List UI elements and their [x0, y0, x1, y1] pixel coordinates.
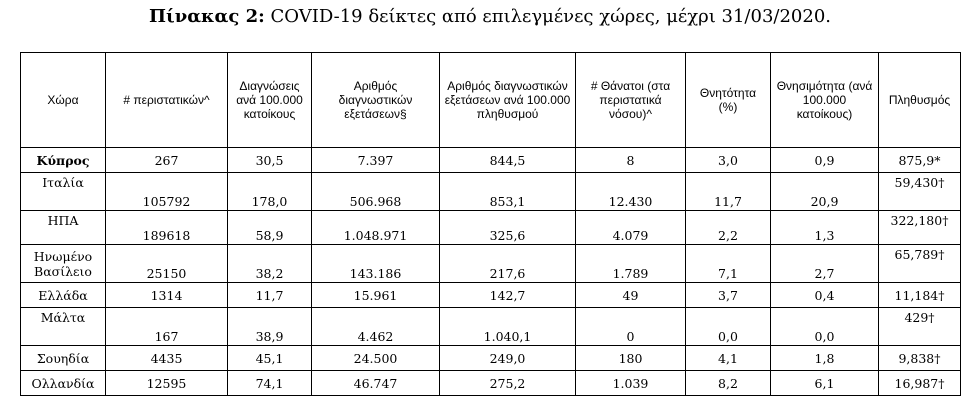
cell-tests-per100k: 844,5	[440, 148, 576, 173]
cell-mortality: 1,8	[771, 346, 879, 371]
table-caption	[0, 6, 980, 27]
cell-country: Ελλάδα	[21, 283, 106, 308]
header-mortality: Θνησιμότητα (ανά 100.000 κατοίκους)	[771, 53, 879, 148]
cell-tests: 7.397	[312, 148, 440, 173]
cell-mortality: 20,9	[771, 173, 879, 211]
cell-per100k: 11,7	[228, 283, 312, 308]
cell-mortality: 1,3	[771, 211, 879, 245]
table-row	[21, 245, 961, 283]
cell-population: 9,838†	[879, 346, 961, 371]
cell-cases: 189618	[106, 211, 228, 245]
header-tests: Αριθμός διαγνωστικών εξετάσεων§	[312, 53, 440, 148]
header-case-fatality: Θνητότητα (%)	[686, 53, 771, 148]
cell-cases: 25150	[106, 245, 228, 283]
cell-deaths: 49	[576, 283, 686, 308]
cell-per100k: 74,1	[228, 371, 312, 396]
cell-population: 11,184†	[879, 283, 961, 308]
cell-tests-per100k: 217,6	[440, 245, 576, 283]
cell-tests-per100k: 142,7	[440, 283, 576, 308]
cell-per100k: 38,9	[228, 308, 312, 346]
cell-population: 65,789†	[879, 245, 961, 283]
cell-country: Ολλανδία	[21, 371, 106, 396]
cell-cfr: 8,2	[686, 371, 771, 396]
cell-cfr: 3,0	[686, 148, 771, 173]
cell-cfr: 4,1	[686, 346, 771, 371]
caption-text: COVID-19 δείκτες από επιλεγμένες χώρες, μέχρι 31/03/2020.	[264, 6, 831, 27]
cell-deaths: 12.430	[576, 173, 686, 211]
cell-population: 16,987†	[879, 371, 961, 396]
cell-cfr: 7,1	[686, 245, 771, 283]
cell-deaths: 1.039	[576, 371, 686, 396]
cell-tests-per100k: 325,6	[440, 211, 576, 245]
cell-cfr: 3,7	[686, 283, 771, 308]
header-diagnoses-per-100k: Διαγνώσεις ανά 100.000 κατοίκους	[228, 53, 312, 148]
cell-tests: 506.968	[312, 173, 440, 211]
cell-deaths: 0	[576, 308, 686, 346]
cell-tests: 24.500	[312, 346, 440, 371]
cell-cases: 12595	[106, 371, 228, 396]
cell-tests-per100k: 249,0	[440, 346, 576, 371]
cell-per100k: 58,9	[228, 211, 312, 245]
header-deaths: # Θάνατοι (στα περιστατικά νόσου)^	[576, 53, 686, 148]
cell-cases: 267	[106, 148, 228, 173]
cell-per100k: 38,2	[228, 245, 312, 283]
cell-deaths: 180	[576, 346, 686, 371]
header-country: Χώρα	[21, 53, 106, 148]
table-row	[21, 148, 961, 173]
cell-deaths: 8	[576, 148, 686, 173]
cell-tests: 143.186	[312, 245, 440, 283]
table-row	[21, 283, 961, 308]
cell-mortality: 0,9	[771, 148, 879, 173]
cell-country: ΗΠΑ	[21, 211, 106, 245]
header-row	[21, 53, 961, 148]
caption-prefix: Πίνακας 2:	[149, 6, 265, 27]
cell-cases: 4435	[106, 346, 228, 371]
cell-population: 429†	[879, 308, 961, 346]
cell-population: 322,180†	[879, 211, 961, 245]
cell-cfr: 11,7	[686, 173, 771, 211]
cell-tests-per100k: 1.040,1	[440, 308, 576, 346]
cell-country: Μάλτα	[21, 308, 106, 346]
cell-tests: 1.048.971	[312, 211, 440, 245]
header-cases: # περιστατικών^	[106, 53, 228, 148]
cell-country: Ιταλία	[21, 173, 106, 211]
cell-per100k: 178,0	[228, 173, 312, 211]
cell-mortality: 6,1	[771, 371, 879, 396]
cell-cfr: 0,0	[686, 308, 771, 346]
table-row	[21, 211, 961, 245]
table-row	[21, 371, 961, 396]
cell-per100k: 30,5	[228, 148, 312, 173]
table-row	[21, 173, 961, 211]
cell-mortality: 0,4	[771, 283, 879, 308]
cell-population: 59,430†	[879, 173, 961, 211]
cell-population: 875,9*	[879, 148, 961, 173]
cell-tests: 15.961	[312, 283, 440, 308]
cell-deaths: 1.789	[576, 245, 686, 283]
cell-mortality: 0,0	[771, 308, 879, 346]
cell-tests: 4.462	[312, 308, 440, 346]
cell-deaths: 4.079	[576, 211, 686, 245]
cell-per100k: 45,1	[228, 346, 312, 371]
cell-cases: 1314	[106, 283, 228, 308]
cell-cfr: 2,2	[686, 211, 771, 245]
cell-country: Σουηδία	[21, 346, 106, 371]
cell-tests: 46.747	[312, 371, 440, 396]
covid-indicators-table	[20, 52, 961, 396]
table-row	[21, 346, 961, 371]
cell-country: Ηνωμένο Βασίλειο	[21, 245, 106, 283]
cell-cases: 105792	[106, 173, 228, 211]
table-row	[21, 308, 961, 346]
header-tests-per-100k: Αριθμός διαγνωστικών εξετάσεων ανά 100.000 πληθυσμού	[440, 53, 576, 148]
header-population: Πληθυσμός	[879, 53, 961, 148]
cell-tests-per100k: 275,2	[440, 371, 576, 396]
cell-cases: 167	[106, 308, 228, 346]
cell-country: Κύπρος	[21, 148, 106, 173]
cell-mortality: 2,7	[771, 245, 879, 283]
cell-tests-per100k: 853,1	[440, 173, 576, 211]
